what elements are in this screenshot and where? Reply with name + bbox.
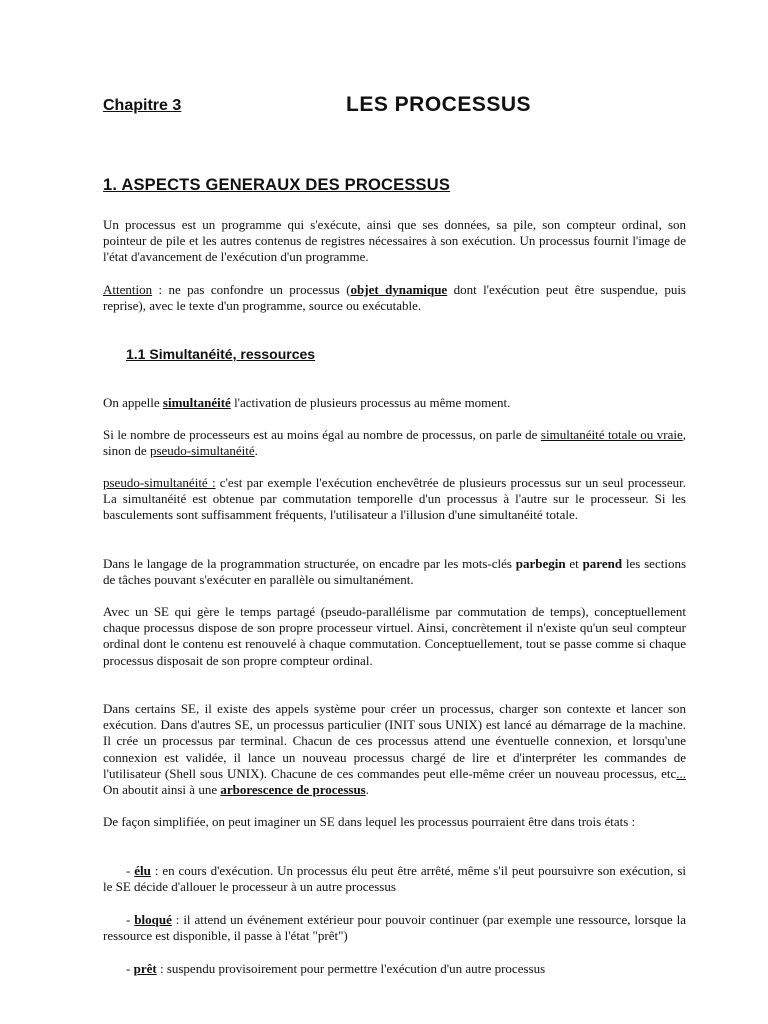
- text-a: Si le nombre de processeurs est au moins égal au nombre de processus, on parle de: [103, 427, 541, 442]
- list-dash: -: [126, 863, 135, 878]
- term-objet-dynamique: objet dynamique: [350, 282, 448, 297]
- term-simultaneite: simultanéité: [162, 395, 231, 410]
- text-b: l'activation de plusieurs processus au même moment.: [230, 395, 511, 410]
- term-arborescence: arborescence de processus: [220, 782, 366, 798]
- chapter-label: Chapitre 3: [103, 97, 182, 114]
- attention-text-a: : ne pas confondre un processus (: [152, 282, 351, 297]
- text-c: .: [254, 443, 258, 459]
- paragraph-definition: Un processus est un programme qui s'exécute, ainsi que ses données, sa pile, son compteur ordinal, son pointeur de pile et les autres contenus de registres nécessaires à son exécution. Un processus fournit l'image de l'état d'avancement de l'exécution d'un programme.: [103, 217, 686, 265]
- text-a: Dans certains SE, il existe des appels système pour créer un processus, charger son contexte et lancer son exécution. Dans d'autres SE, un processus particulier (INIT sous UNIX) est lancé au démarrage de la machine. Il crée un processus par terminal. Chacun de ces processus attend une éventuelle connexion, et lorsqu'une connexion est validée, il lance un nouveau processus chargé de lire et d'interpréter les commandes de l'utilisateur (Shell sous UNIX). Chacune de ces commandes peut elle-même créer un nouveau processus, etc: [103, 701, 686, 781]
- text-c: .: [365, 782, 369, 798]
- text-body: c'est par exemple l'exécution enchevêtrée de plusieurs processus sur un seul processeur. La simultanéité est obtenue par commutation temporelle d'un processus à l'autre sur le processeur. Si les basculements sont suffisamment fréquents, l'utilisateur a l'illusion d'une simultanéité totale.: [103, 475, 686, 523]
- list-item-pret: [103, 961, 686, 977]
- list-item-elu: [103, 863, 686, 895]
- text-b: et: [565, 556, 583, 571]
- paragraph-attention: [103, 282, 686, 314]
- section-heading-1-1: 1.1 Simultanéité, ressources: [126, 346, 316, 362]
- text-body: : en cours d'exécution. Un processus élu peut être arrêté, même s'il peut poursuivre son exécution, si le SE décide d'allouer le processeur à un autre processus: [103, 863, 686, 895]
- section-heading-1: 1. ASPECTS GENERAUX DES PROCESSUS: [103, 176, 451, 194]
- text-b: , sinon de: [103, 427, 686, 459]
- paragraph-temps-partage: Avec un SE qui gère le temps partagé (pseudo-parallélisme par commutation de temps), conceptuellement chaque processus dispose de son propre processeur virtuel. Ainsi, concrètement il n'existe qu'un seul compteur ordinal dont le contenu est renouvelé à chaque commutation. Conceptuellement, tout se passe comme si chaque processus disposait de son propre compteur ordinal.: [103, 604, 686, 668]
- keyword-parbegin: parbegin: [515, 556, 566, 571]
- term-pseudo-simultaneite: pseudo-simultanéité: [149, 443, 255, 459]
- term-pseudo-simultaneite-def: pseudo-simultanéité :: [103, 475, 216, 490]
- attention-label: Attention: [103, 282, 153, 297]
- list-dash: -: [126, 961, 134, 976]
- term-bloque: bloqué: [134, 912, 172, 927]
- attention-text-b: dont l'exécution peut être suspendue, puis reprise), avec le texte d'un programme, source ou exécutable.: [103, 282, 686, 314]
- paragraph-trois-etats: De façon simplifiée, on peut imaginer un SE dans lequel les processus pourraient être dans trois états :: [103, 814, 636, 829]
- paragraph-parbegin: [103, 556, 686, 588]
- page-title: LES PROCESSUS: [346, 93, 532, 116]
- text-c: les sections de tâches pouvant s'exécuter en parallèle ou simultanément.: [103, 556, 687, 588]
- text-body: : il attend un événement extérieur pour pouvoir continuer (par exemple une ressource, lorsque la ressource est disponible, il passe à l'état "prêt"): [103, 912, 686, 944]
- term-simultaneite-totale: simultanéité totale ou vraie: [540, 427, 683, 442]
- text-b: On aboutit ainsi à une: [103, 782, 221, 798]
- ellipsis: ...: [676, 765, 686, 781]
- text-a: Dans le langage de la programmation structurée, on encadre par les mots-clés: [103, 556, 516, 571]
- term-pret: prêt: [133, 961, 157, 976]
- list-item-bloque: [103, 912, 686, 944]
- text-body: : suspendu provisoirement pour permettre l'exécution d'un autre processus: [156, 961, 546, 976]
- paragraph-pseudo-simultaneite: [103, 475, 686, 524]
- list-dash: -: [126, 912, 135, 927]
- paragraph-appels-systeme: [103, 701, 686, 798]
- term-elu: élu: [134, 863, 151, 878]
- paragraph-processeurs: [103, 427, 686, 459]
- paragraph-simultaneite: [103, 395, 686, 411]
- keyword-parend: parend: [582, 556, 623, 571]
- text-a: On appelle: [103, 395, 163, 410]
